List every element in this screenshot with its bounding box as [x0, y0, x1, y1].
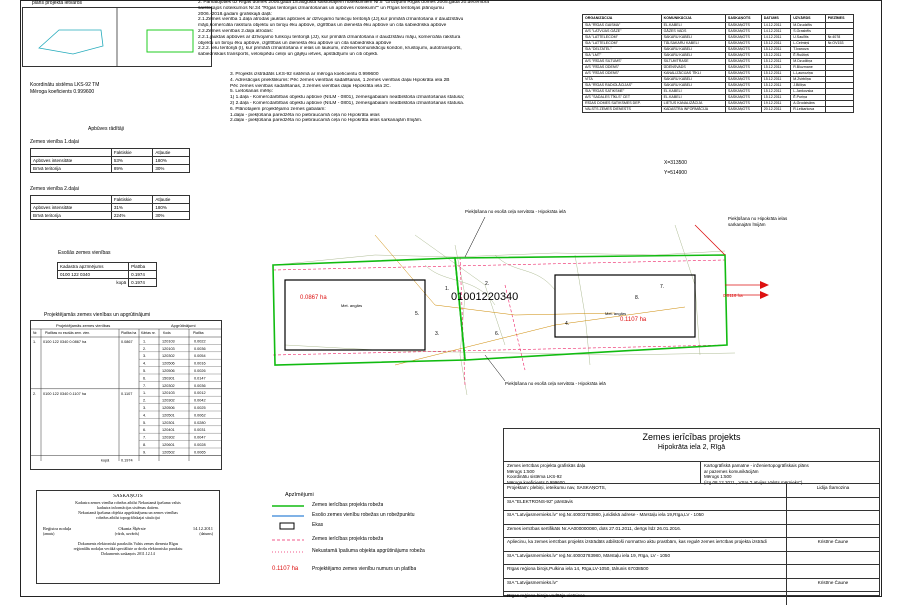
projected-total: 0.1974 [121, 458, 133, 463]
approval-row: SIA "RĪGAS GAISMA" EL.KABELI SASKAŅOTS 14.12.2011 M.Dzudzītis [583, 23, 854, 29]
parcel-cadastre: 0100 122 0340 0.0867 ha [43, 340, 87, 344]
title-block-title: Zemes ierīcības projekts [642, 432, 741, 442]
projected-sub-1: Platības no esošās zem. vien. [45, 331, 91, 335]
note-mid-line-5: 2) 2.daļa - Komercdarbības objektu apbūve (NĪLM - 0801), zemesgabalam neatbilstoša izmantošanas statusa. [230, 100, 465, 106]
tb-right-line-2: Mērogs 1:500 [704, 474, 732, 479]
approval-row: SIA "LATTELECOM" SAKARU KABELI SASKAŅOTS 14.12.2011 U.Saulītis Nr.4078 [583, 35, 854, 41]
usage1-title: Zemes vienība 1.daļai [30, 139, 79, 145]
usage1-table: Faktiskie Atļautie Apbūves intensitāte 53% 180% Brīvā teritorija 89% 30% [30, 148, 190, 173]
usage-title: Apbūves rādītāji [88, 126, 124, 132]
stamp-title: SASKAŅOTS [113, 494, 143, 499]
note-mid-line-1: 4. Adresācijas priekšlikums: Pēc zemes vienības sadalīšanas, 1.zemes vienības daļai Hipokrāta iela 2B [230, 77, 450, 83]
coord-y: Y=514900 [664, 170, 687, 176]
legend-item-3: Zemes ierīcības projekta robeža [312, 536, 384, 542]
approval-stamp [36, 490, 220, 584]
svg-text:6.: 6. [495, 331, 500, 337]
projected-head-right: Apgrūtinājumi [171, 323, 196, 328]
encumbrance-code: 120501 [162, 413, 175, 418]
title-block-row: Projektam: plebiņi, ieteikumu nav, SASKAŅOTS, Lidija Šamozina [504, 483, 879, 497]
note-top-line-7: objektu un biroju ēku apbūve, izglītības un dienesta ēku apbūve un cita sabiedriska apbūve [198, 40, 392, 46]
projected-table-grid [31, 321, 221, 469]
approval-table [582, 14, 854, 113]
tb-right-line-0: Kartogrāfiskā pamatne - inženiertopogrāfiskais plāns [704, 463, 809, 468]
parcel-cadastre: 0100 122 0340 0.1107 ha [43, 391, 87, 396]
building-2-label: Met. angārs [605, 311, 627, 316]
encumbrance-area: 0.0028 [194, 443, 206, 447]
title-block [503, 428, 880, 596]
existing-title: Esošās zemes vienības [58, 250, 111, 256]
encumbrance-area: 0.0036 [194, 346, 206, 351]
tb-left-line-3: Mēroga koeficients 0.999600 [507, 479, 565, 485]
encumbrance-nr: 3. [143, 406, 147, 410]
approval-header-5: PIEZĪMES [825, 15, 853, 23]
approval-row: SIA "LATTELECOM" TĀLSAKARU KABELI SASKAŅOTS 15.12.2011 L.Celmiņš Nr.OV153 [583, 41, 854, 47]
coord-system-line2: Mēroga koeficients 0.999600 [30, 89, 95, 95]
approval-row: A/S "SADALES TĪKLS" CET EL.KABELI SASKAŅOTS 15.12.2011 Ē.Puriņa [583, 95, 854, 101]
encumbrance-nr: 6. [143, 376, 147, 381]
legend-item-5: Projektējamo zemes vienību numurs un platība [312, 566, 417, 572]
note-top-line-8: 2.2.2. ielu teritorijā (I), kur primārā izmantošana ir ielas un laukumi, inženierkomunikāciju koridori, krustojumi, autotransports, [198, 46, 462, 52]
approval-row: VALSTS ZEMES DIENESTS KADASTRA INFORMĀCIJA SASKAŅOTS 20.12.2011 R.Leikarkova [583, 107, 854, 113]
notes-mid [230, 72, 550, 124]
encumbrance-code: 120103 [162, 339, 175, 344]
note-top-line-9: sabiedriskais transports, velosipēdu celiņi un gājēju ietves, apstādījumi un citi objekti. [198, 52, 379, 58]
note-mid-line-8: 2.daļai - piekļūšana paredzēta no piebraucamā ceļa no Hipokrāta ielas sarkanajām līnijām. [230, 118, 423, 124]
encumbrance-area: 0.0012 [194, 391, 206, 396]
svg-text:3.: 3. [435, 331, 440, 337]
approval-row: RĪGAS DOMES SATIKSMES DEP. LIETUS KANALIZĀCIJA SASKAŅOTS 19.12.2011 A.Grodzisāns [583, 101, 854, 107]
survey-lines [275, 225, 735, 395]
projected-sub-4: Kods [163, 331, 171, 335]
svg-text:1.: 1. [445, 286, 450, 292]
projected-sub-2: Platība ha [121, 331, 137, 335]
svg-text:5.: 5. [415, 311, 420, 317]
approval-row: A/S "RĪGAS ŪDENS" ŪDENSVADS SASKAŅOTS 15.12.2011 R.Bluzmane [583, 65, 854, 71]
title-block-row: SIA "Latvijasmernieks.lv" Kristīne Čaune [504, 578, 879, 592]
site-plan-map [255, 195, 775, 415]
approval-row: SIA "RĪGAS SATIKSME" EL.KABELI SASKAŅOTS 15.12.2011 L.Jankovska [583, 89, 854, 95]
thumb-right-shape [147, 30, 193, 52]
stamp-body-line-3: robežas atbilst topogrāfiskajai situācijai [96, 515, 160, 520]
note-mid-line-4: 1) 1.daļa - Komercdarbības objektu apbūve (NĪLM - 0801), zemesgabalam neatbilstoša izmantošanas statusa; [230, 95, 465, 101]
stamp-footer-line-2: Dokuments saskaņots 2011.12.14 [101, 551, 155, 556]
approval-row: SIA "DELTATEL" SAKARU KABELI SASKAŅOTS 15.12.2011 T.Ivanova [583, 47, 854, 53]
approval-header-2: SASKAŅOTS [725, 15, 761, 23]
encumbrance-code: 150301 [162, 376, 175, 381]
encumbrance-code: 120302 [162, 435, 175, 440]
tb-left-line-2: Koordinātu sistēma LKS-92 [507, 474, 562, 479]
parcel-2-boundary [455, 255, 727, 360]
approval-header-4: UZVĀRDS [791, 15, 825, 23]
encumbrance-code: 120506 [162, 406, 175, 410]
parcel-nr: 1. [33, 340, 37, 344]
encumbrance-nr: 7. [143, 383, 147, 388]
encumbrance-area: 0.0036 [194, 383, 206, 388]
parcel-area: 0.1107 [121, 391, 133, 396]
encumbrance-code: 120302 [162, 398, 175, 403]
approval-header-3: DATUMS [761, 15, 791, 23]
projected-total-label: kopā [101, 458, 110, 463]
svg-text:7.: 7. [660, 284, 665, 290]
notes-top [198, 0, 558, 58]
approval-row: SIA "RĪGAS RADIOLĀCIJAS" SAKARU KABELI SASKAŅOTS 15.12.2011 J.Billiņa [583, 83, 854, 89]
side-area: 0.0116 ha [723, 293, 743, 298]
access-note-right: Piekļūšana no Hipokrāta ielas sarkanajām līnijām [728, 216, 788, 227]
parcel-1-area: 0.0867 ha [300, 295, 327, 301]
stamp-values: Reģistra nodaļa Okania Šķērste 14.12.2011 [43, 526, 213, 531]
encumbrance-code: 120302 [162, 383, 175, 388]
note-top-line-2: 2006.-2018.gadam grafiskajā daļā: [198, 11, 272, 17]
legend-item-0: Zemes ierīcības projekta robeža [312, 502, 384, 508]
encumbrance-code: 120103 [162, 346, 175, 351]
note-top-line-1: saistošajos noteikumos Nr.34 "Rīgas teritorijas izmantošanas un apbūves noteikumi"" un Rīgas teritorijas plānojumu [198, 5, 444, 11]
approval-row: A/S "LATVIJAS GĀZE" GĀZES VADS SASKAŅOTS 14.12.2011 S.Grasbēls [583, 29, 854, 35]
thumbnail-plans [23, 8, 211, 66]
note-top-line-3: 2.1.Zemes vienība 1.daļa atrodas jauktas apbūves ar dzīvojamo funkciju teritorijā (JJ),kur primārā izmantošana ir daudzstāvu [198, 17, 464, 23]
legend-item-4: Nekustamā īpašuma objekta apgrūtinājums robeža [312, 548, 425, 554]
encumbrance-code: 120506 [162, 361, 175, 366]
title-block-row: Rīgas reģiona biroja vadītāja vietniece [504, 591, 879, 605]
encumbrance-code: 120103 [162, 391, 175, 396]
encumbrance-area: 0.0062 [194, 413, 206, 418]
encumbrance-nr: 2. [143, 398, 147, 403]
note-top-line-0: 2. Pamatojoties uz Rīgas domes 2005.gada 18.augusta saistošajiem noteikumiem Nr.5 "Grozījumi Rīgas domes 2005.gada 20.decembra [198, 0, 490, 5]
title-block-row: SIA "Latvijasmernieks.lv" reģ.Nr.40003783980, Mārstaļu iela 19, Rīga, LV - 1050 [504, 551, 879, 565]
note-mid-line-0: 3. Projekts izstrādāts LKS-92 sistēmā ar mēroga koeficientu 0.999600 [230, 72, 379, 77]
stamp-body-line-2: Nekustamā īpašuma objekta apgrūtinājumu un zemes vienības [78, 510, 178, 515]
usage2-table: Faktiskie Atļautie Apbūves intensitāte 31% 180% Brīvā teritorija 224% 30% [30, 195, 190, 220]
access-note-bottom: Piekļūšana no esošā ceļa servitūta - Hipokrāta ielā [505, 381, 606, 386]
encumbrance-nr: 5. [143, 420, 147, 425]
stamp-body-line-1: kadastra informācijas sistēmas datiem. [97, 505, 159, 510]
encumbrance-area: 0.0042 [194, 398, 206, 403]
tb-right-line-3: (izg.08.12.2011., VSIA "Latvijas Valsts mērnieks") [704, 479, 803, 485]
legend-title: Apzīmējumi [285, 492, 314, 498]
approval-row: A/S "RĪGAS SILTUMS" SILTUMTRASE SASKAŅOTS 15.12.2011 M.Dzudžiņa [583, 59, 854, 65]
usage2-title: Zemes vienība 2.daļai [30, 186, 79, 192]
encumbrance-lines [273, 257, 725, 385]
encumbrance-nr: 1. [143, 391, 147, 396]
building-1 [285, 280, 425, 350]
projected-sub-5: Platība [193, 331, 204, 335]
thumb-left-shape [39, 30, 103, 54]
approval-header-1: KOMUNIKĀCIJA [661, 15, 725, 23]
encumbrance-area: 0.0065 [194, 450, 206, 455]
projected-title: Projektējamās zemes vienības un apgrūtinājumi [44, 312, 151, 318]
title-block-row: Apliecinu, ka zemes ierīcības projekts izstrādāts atbilstoši normatīvo aktu prasībām, kas regulē zemes ierīcības projekta izstrādi Kristīne Čaune [504, 537, 879, 551]
stamp-body-line-0: Kadastra zemes vienība robežas atbilst Nekustamā īpašuma valsts [75, 500, 181, 505]
encumbrance-area: 0.0147 [194, 376, 206, 381]
parcel-1-boundary [273, 258, 465, 365]
svg-text:4.: 4. [565, 321, 570, 327]
parcel-nr: 2. [33, 391, 37, 396]
note-top-line-5: 2.2.Zemes vienības 2.daļa atrodas: [198, 28, 273, 34]
title-block-subtitle: Hipokrāta iela 2, Rīgā [657, 444, 726, 451]
title-block-row: SIA "Latvijasmernieks.lv" reģ.Nr.40003783980, juridiskā adrese - Mārstaļu iela 19,Rīga,LV - 1050 [504, 510, 879, 524]
title-block-row: SIA "ELEKTRONS-92" pārstāvis [504, 497, 879, 511]
encumbrance-area: 0.0016 [194, 361, 206, 366]
note-mid-line-2: Pēc zemes vienības sadalīšanas, 2.zemes vienības daļai Hipokrāta iela 2C. [230, 83, 391, 89]
coord-x: X=313500 [664, 160, 687, 166]
title-block-row: Rīgas reģiona birojs,Pulkina iela 14, Rīga,LV-1050, tālrunis 67038500 [504, 564, 879, 578]
encumbrance-area: 0.0280 [194, 420, 206, 425]
encumbrance-nr: 8. [143, 443, 147, 447]
encumbrance-area: 0.0026 [194, 369, 206, 373]
parcel-2-area: 0.1107 ha [620, 317, 647, 323]
note-mid-line-7: 1.daļai - piekļūšana paredzēta no piebraucamā ceļa no Hipokrāta ielas [230, 112, 380, 118]
legend-area-sample: 0.1107 ha [272, 566, 299, 572]
encumbrance-code: 120301 [162, 420, 175, 425]
encumbrance-area: 0.0054 [194, 354, 206, 359]
stamp-footer-line-1: reģionālās nodaļas vecākā speciāliste ar drošu elektronisko parakstu [73, 546, 183, 551]
building-1-label: Met. angārs [341, 303, 363, 308]
encumbrance-nr: 2. [143, 346, 147, 351]
encumbrance-nr: 1. [143, 339, 147, 344]
header-top-left: plāns projekta ietvaros [32, 0, 83, 6]
approval-header-0: ORGANIZĀCIJA [583, 15, 662, 23]
encumbrance-code: 120506 [162, 369, 175, 373]
svg-text:8.: 8. [635, 295, 640, 301]
encumbrance-nr: 5. [143, 369, 147, 373]
tb-left-line-1: Mērogs 1:500 [507, 468, 535, 474]
existing-table: Kadastra apzīmējums Platība 0100 122 0340 0.1974 kopā 0.1974 [57, 262, 157, 287]
encumbrance-area: 0.0031 [194, 428, 206, 433]
tb-right-line-1: ar pazemes komunikācijām [704, 468, 759, 474]
access-note-left: Piekļūšana no esošā ceļa servitūta - Hipokrāta ielā [465, 209, 566, 214]
encumbrance-area: 0.0047 [194, 435, 206, 440]
projected-table [30, 320, 222, 470]
encumbrance-nr: 6. [143, 428, 147, 433]
encumbrance-area: 0.0025 [194, 406, 206, 410]
projected-head-left: Projektējamās zemes vienības [56, 323, 111, 328]
encumbrance-code: 120601 [162, 443, 175, 447]
note-top-line-6: 2.2.1.jauktas apbūves ar dzīvojamo funkciju teritorijā (JJ), kur primārā izmantošana ir daudzstāvu māju, komerciāla rakstura [198, 34, 461, 40]
building-2 [555, 275, 695, 337]
encumbrance-nr: 9. [143, 450, 147, 455]
encumbrance-code: 120302 [162, 354, 175, 359]
projected-sub-3: Kārtas nr. [141, 331, 156, 335]
tb-left-line-0: Zemes ierīcības projekta grafiskās daļa [507, 463, 586, 468]
encumbrance-code: 120401 [162, 428, 175, 433]
stamp-footer-line-0: Dokuments elektroniski parakstīts Valsts zemes dienesta Rīgas [77, 541, 179, 546]
cadastral-number: 01001220340 [451, 291, 519, 303]
note-mid-line-3: 5. Lietošanas mērķi: [230, 89, 273, 95]
encumbrance-nr: 3. [143, 354, 147, 359]
legend-item-2: Ēkas [312, 522, 324, 528]
note-mid-line-6: 6. Plānotajiem projektējamo zemes gabalam: [230, 106, 326, 112]
projected-sub-0: Nr. [33, 331, 38, 335]
svg-text:2.: 2. [485, 281, 490, 287]
encumbrance-nr: 4. [143, 413, 147, 418]
approval-row: SIA "LMT" SAKARU KABELI SASKAŅOTS 15.12.2011 Ē.Ruūtiņš [583, 53, 854, 59]
stamp-labels: (amats) (vārds, uzvārds) (datums) [43, 532, 213, 536]
thumbnail-panel [22, 7, 212, 67]
encumbrance-nr: 4. [143, 361, 147, 366]
approval-row: VITA SAKARU KABELI SASKAŅOTS 15.12.2011 M.Zvirbliņa [583, 77, 854, 83]
access-arrows [695, 225, 760, 295]
legend-item-1: Esošo zemes vienību robežas un robežpunktu [312, 512, 415, 518]
encumbrance-code: 120502 [162, 450, 175, 455]
encumbrance-nr: 7. [143, 435, 147, 440]
approval-row: A/S "RĪGAS ŪDENS" KANALIZĀCIJAS TĪKLI SASKAŅOTS 15.12.2011 L.Ļaunoziņa [583, 71, 854, 77]
legend-building [280, 523, 294, 529]
note-top-line-4: mājū,komerciāla rakstura objektu un biroju ēku apbūve, izglītības un dienesta ēku apbūve un cita sabiedriska apbūve [198, 23, 447, 29]
parcel-area: 0.0867 [121, 340, 133, 344]
coord-system-line1: Koordinātu sistēma LKS-92 TM [30, 82, 100, 88]
encumbrance-area: 0.0022 [194, 339, 206, 344]
title-block-row: Zemes ierīcības sertifikāts Nr.AA000000080, dots 27.01.2011, derīgs līdz 26.01.2016. [504, 524, 879, 538]
